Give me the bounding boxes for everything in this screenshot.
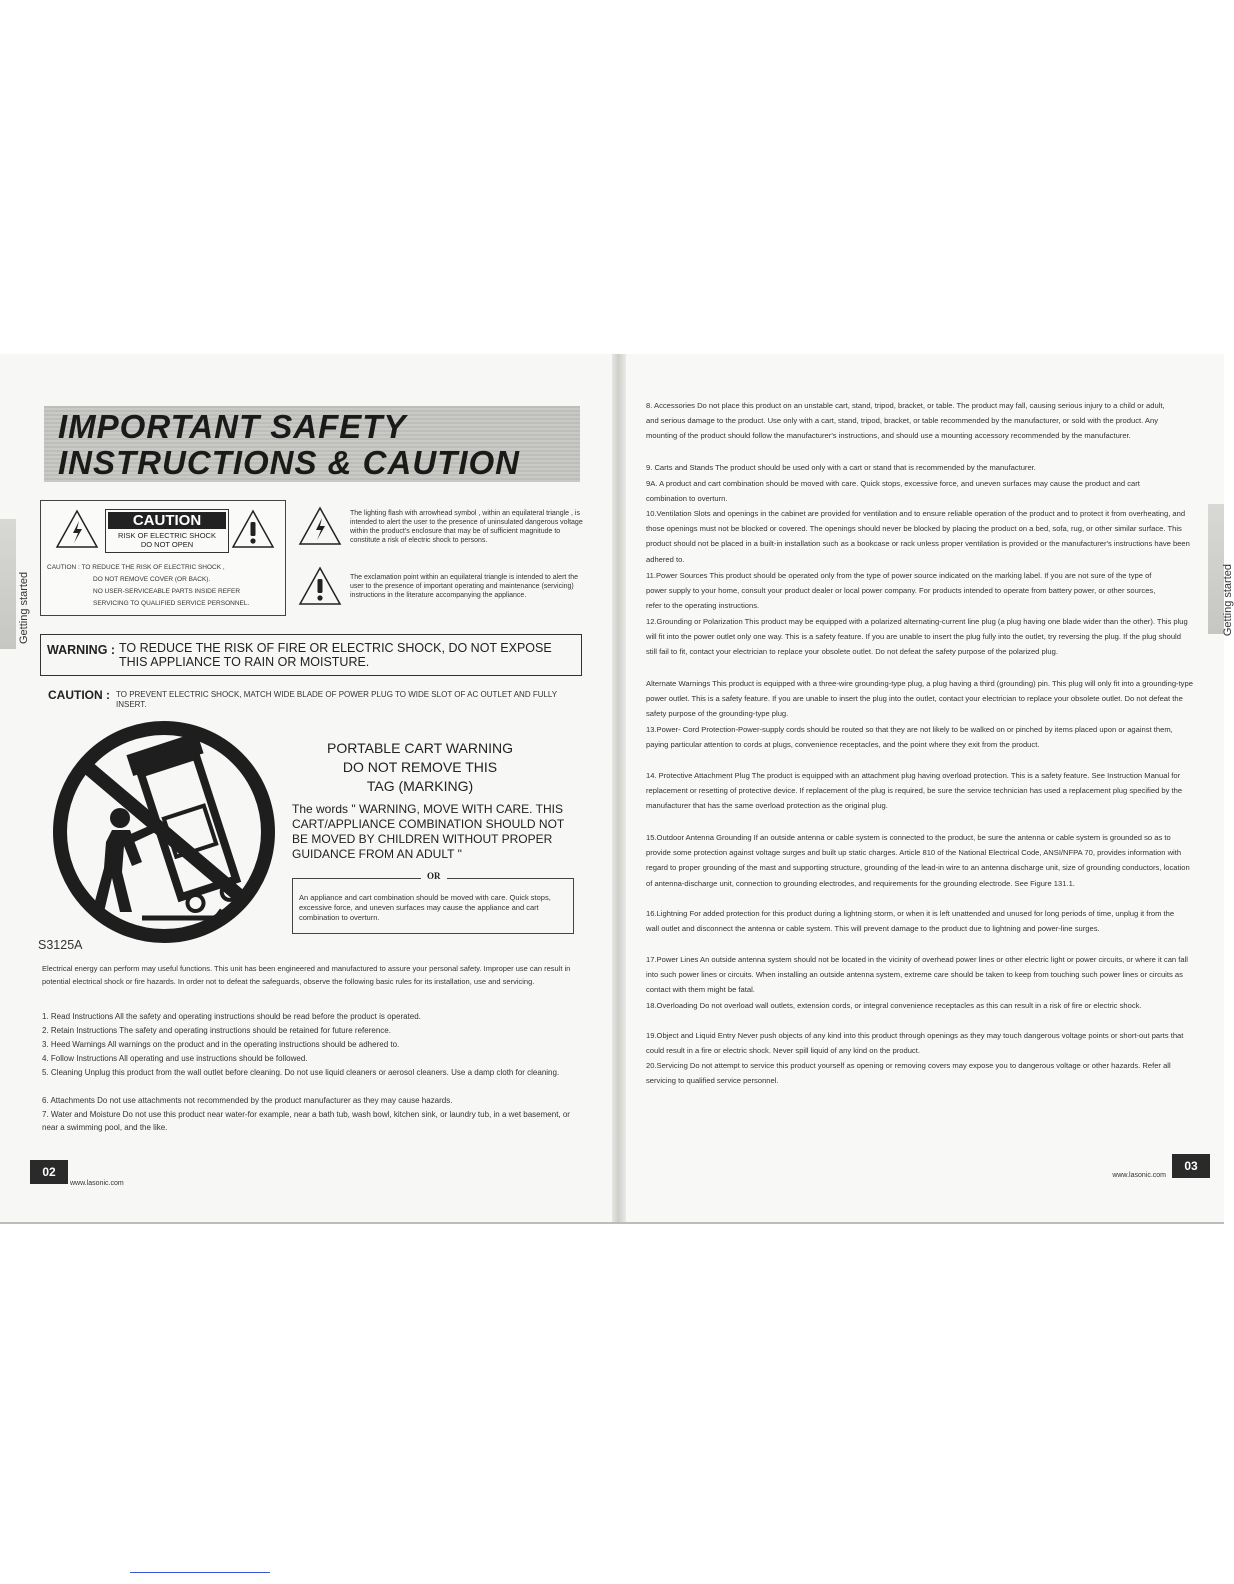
caution-sub-1: RISK OF ELECTRIC SHOCK [118,531,216,540]
caution-2-label: CAUTION : [48,688,110,702]
list-item: 9. Carts and Stands The product should be used only with a cart or stand that is recommended by the manufacturer. [646,463,1036,472]
caution-text-3: NO USER-SERVICEABLE PARTS INSIDE REFER [93,588,241,595]
or-label: OR [421,871,447,881]
exclamation-symbol-icon [298,566,342,606]
list-item: 12.Grounding or Polarization This product may be equipped with a polarized alternating-current line plug (a plug having one blade wider than the other). This plug will fit into the power outlet only one way. This is a safety feature. If you are unable to insert the plug fully into the outlet, try reversing the plug. If the plug should still fail to fit, contact your electrician to replace your obsolete outlet. Do not defeat the safety purpose of the polarized plug. [646,617,1188,657]
list-item: 19.Object and Liquid Entry Never push objects of any kind into this product through openings as they may touch dangerous voltage points or short-out parts that could result in a fire or electric shock. Never spill liquid of any kind on the product. [646,1031,1184,1056]
caution-text-2: DO NOT REMOVE COVER (OR BACK). [93,576,211,583]
list-item: Alternate Warnings This product is equipped with a three-wire grounding-type plug, a plug having a third (grounding) pin. This plug will only fit into a grounding-type power outlet. This is a safety feature. If you are unable to insert the plug into the outlet, contact your electrician to replace your obsolete outlet. Do not defeat the safety purpose of the grounding-type plug. [646,679,1193,719]
side-tab-label-left: Getting started [18,571,30,644]
list-item: 8. Accessories Do not place this product on an unstable cart, stand, tripod, bracket, or table. The product may fall, causing serious injury to a child or adult, and serious damage to the product. Use only with a cart, stand, tripod, bracket, or table recommended by the manufacturer, or sold with the product. Any mounting of the product should follow the manufacturer's instructions, and should use a mounting accessory recommended by the manufacturer. [646,401,1165,441]
page-number-right: 03 [1172,1154,1210,1178]
title-banner [44,406,580,482]
caution-text-4: SERVICING TO QUALIFIED SERVICE PERSONNEL. [93,600,250,607]
website-url-right: www.lasonic.com [1112,1172,1166,1179]
exclamation-triangle-icon [231,509,275,549]
cart-warning-words: The words " WARNING, MOVE WITH CARE. THIS CART/APPLIANCE COMBINATION SHOULD NOT BE MOVED BY CHILDREN WITHOUT PROPER GUIDANCE FROM AN ADULT " [292,802,565,861]
manual-spread [0,354,1234,1224]
page-number-left: 02 [30,1160,68,1184]
list-item: 1. Read Instructions All the safety and operating instructions should be read before the product is operated. [42,1012,421,1021]
list-item: 15.Outdoor Antenna Grounding If an outside antenna or cable system is connected to the product, be sure the antenna or cable system is grounded so as to provide some protection against voltage surges and built up static charges. Article 810 of the National Electrical Code, ANSI/NFPA 70, provides information with regard to proper grounding of the mast and supporting structure, grounding of the lead-in wire to an antenna discharge unit, size of grounding conductors, location of antenna-discharge unit, connection to grounding electrodes, and requirements for the grounding electrode. See Figure 131.1. [646,833,1190,888]
caution-heading: CAUTION [108,512,226,529]
exclamation-description: The exclamation point within an equilateral triangle is intended to alert the user to the presence of important operating and maintenance (servicing) instructions in the literature accompanying the appliance. [350,574,579,599]
list-item: 17.Power Lines An outside antenna system should not be located in the vicinity of overhead power lines or other electric light or power circuits, or where it can fall into such power lines or circuits. When installing an outside antenna system, extreme care should be taken to keep from touching such power lines or circuits as contact with them might be fatal. [646,955,1188,995]
or-text: An appliance and cart combination should be moved with care. Quick stops, excessive force, and uneven surfaces may cause the appliance and cart combination to overturn. [299,893,551,922]
warning-box [40,634,582,676]
book-gutter [612,354,626,1224]
side-tab-left [0,519,16,649]
lightning-description: The lighting flash with arrowhead symbol , within an equilateral triangle , is intended to alert the user to the presence of uninsulated dangerous voltage within the product's enclosure that may be of sufficient magnitude to constitute a risk of electric shock to persons. [350,510,583,544]
caution-text-1: CAUTION : TO REDUCE THE RISK OF ELECTRIC SHOCK , [47,564,225,571]
list-item: 9A. A product and cart combination should be moved with care. Quick stops, excessive force, and uneven surfaces may cause the product and cart combination to overturn. [646,479,1140,504]
or-box [292,871,574,934]
list-item: 10.Ventilation Slots and openings in the cabinet are provided for ventilation and to ensure reliable operation of the product and to protect it from overheating, and those openings must not be blocked or covered. The openings should never be blocked by placing the product on a bed, sofa, rug, or other similar surface. This product should not be placed in a built-in installation such as a bookcase or rack unless proper ventilation is provided or the manufacturer's instructions have been adhered to. [646,509,1190,564]
website-url-left: www.lasonic.com [70,1180,124,1187]
cart-warning-line-2: DO NOT REMOVE THIS [342,759,498,775]
list-item: 13.Power- Cord Protection-Power-supply cords should be routed so that they are not likely to be walked on or pinched by items placed upon or against them, paying particular attention to cords at plugs, convenience receptacles, and the point where they exit from the product. [646,725,1173,750]
list-item: 11.Power Sources This product should be operated only from the type of power source indicated on the marking label. If you are not sure of the type of power supply to your home, consult your product dealer or local power company. For products intended to operate from battery power, or other sources, refer to the operating instructions. [646,571,1156,611]
list-item: 5. Cleaning Unplug this product from the wall outlet before cleaning. Do not use liquid cleaners or aerosol cleaners. Use a damp cloth for cleaning. [42,1068,560,1077]
lightning-triangle-icon [55,509,99,549]
list-item: 18.Overloading Do not overload wall outlets, extension cords, or integral convenience receptacles as this can result in a risk of fire or electric shock. [646,1001,1142,1010]
page-title-line-2: INSTRUCTIONS & CAUTION [58,444,520,481]
cart-warning-illustration [46,722,282,940]
warning-label: WARNING : [47,643,116,657]
list-item: 7. Water and Moisture Do not use this product near water-for example, near a bath tub, wash bowl, kitchen sink, or laundry tub, in a wet basement, or near a swimming pool, and the like. [42,1110,570,1132]
list-item: 4. Follow Instructions All operating and use instructions should be followed. [42,1054,308,1063]
lightning-symbol-icon [298,506,342,546]
cart-warning-line-3: TAG (MARKING) [366,778,474,794]
list-item: 16.Lightning For added protection for this product during a lightning storm, or when it is left unattended and unused for long periods of time, unplug it from the wall outlet and disconnect the antenna or cable system. This will prevent damage to the product due to lightning and power-line surges. [646,909,1175,934]
warning-text: TO REDUCE THE RISK OF FIRE OR ELECTRIC SHOCK, DO NOT EXPOSE THIS APPLIANCE TO RAIN OR MOISTURE. [119,641,552,669]
list-item: 14. Protective Attachment Plug The product is equipped with an attachment plug having overload protection. This is a safety feature. See Instruction Manual for replacement or resetting of protective device. If replacement of the plug is required, be sure the service technician has used a replacement plug specified by the manufacturer that has the same overload protection as the original plug. [646,771,1183,811]
side-tab-label-right: Getting started [1222,564,1234,637]
list-item: 2. Retain Instructions The safety and operating instructions should be retained for future reference. [42,1026,391,1035]
left-page [0,354,618,1224]
caution-label-box [40,500,286,616]
cart-warning-line-1: PORTABLE CART WARNING [327,740,513,756]
page-title-line-1: IMPORTANT SAFETY [58,408,407,445]
page-bottom-edge [0,1222,1224,1224]
list-item: 3. Heed Warnings All warnings on the product and in the operating instructions should be adhered to. [42,1040,400,1049]
model-number: S3125A [38,938,83,952]
caution-sticker [105,509,229,553]
underline-mark [130,1572,270,1573]
list-item: 6. Attachments Do not use attachments not recommended by the product manufacturer as they may cause hazards. [42,1096,453,1105]
caution-2-text: TO PREVENT ELECTRIC SHOCK, MATCH WIDE BLADE OF POWER PLUG TO WIDE SLOT OF AC OUTLET AND FULLY INSERT. [116,690,557,709]
intro-paragraph: Electrical energy can perform may useful functions. This unit has been engineered and manufactured to assure your personal safety. Improper use can result in potential electrical shock or fire hazards. In order not to defeat the safeguards, observe the following basic rules for its installation, use and servicing. [42,964,571,986]
caution-sub-2: DO NOT OPEN [140,540,194,549]
list-item: 20.Servicing Do not attempt to service this product yourself as opening or removing covers may expose you to dangerous voltage or other hazards. Refer all servicing to qualified service personnel. [646,1061,1171,1086]
